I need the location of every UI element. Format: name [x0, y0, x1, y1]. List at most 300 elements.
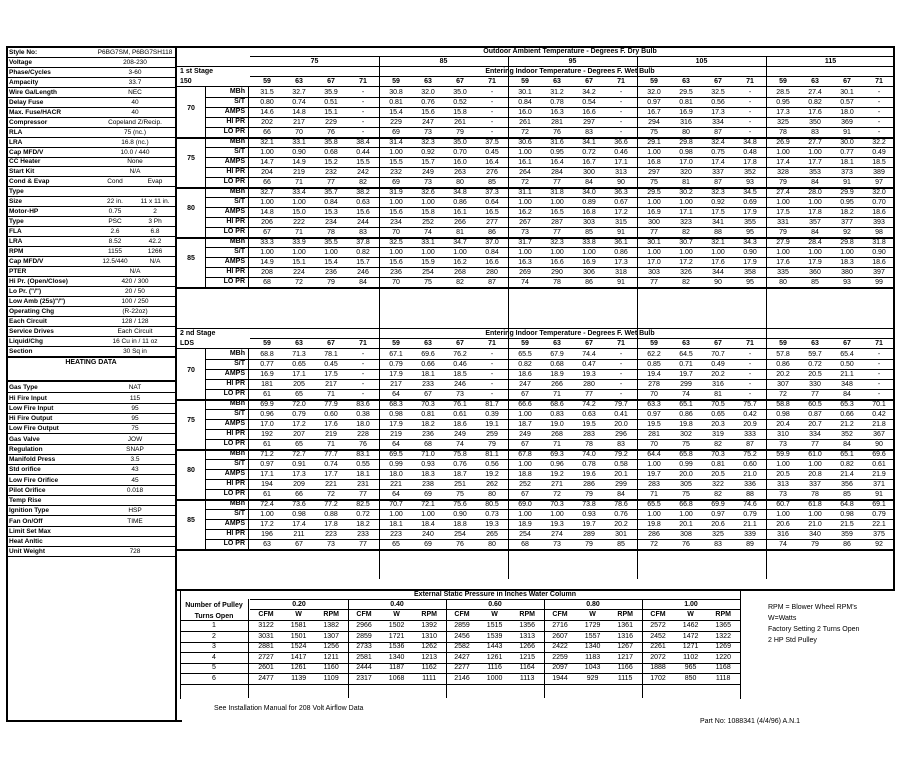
- cell-value: -: [877, 98, 881, 106]
- cell-value: 79: [327, 278, 335, 286]
- cell-value: 29.8: [840, 238, 854, 246]
- cell-value: 18.2: [421, 420, 435, 428]
- cell-value: 0.66: [421, 360, 435, 368]
- cell-value: 68.8: [260, 350, 274, 358]
- cell-value: 84: [843, 440, 851, 448]
- cell-value: 91: [875, 490, 883, 498]
- cell-value: 91: [843, 178, 851, 186]
- label-col-divider-2: [248, 87, 249, 287]
- cell-value: 316: [712, 380, 724, 388]
- cell-value: 223: [390, 530, 402, 538]
- cell-value: 1.00: [776, 510, 790, 518]
- cell-value: 84: [359, 278, 367, 286]
- cell-value: 83: [359, 228, 367, 236]
- cell-value: 19.4: [647, 370, 661, 378]
- airflow-cell: 1382: [323, 622, 339, 629]
- airflow-sub: W: [589, 611, 596, 618]
- cell-value: 259: [486, 430, 498, 438]
- cell-value: 0.96: [550, 460, 564, 468]
- spec-key: Delay Fuse: [9, 98, 44, 106]
- cell-value: 223: [325, 530, 337, 538]
- cell-value: 75: [682, 490, 690, 498]
- spec-row: [7, 177, 175, 186]
- heating-key: Regulation: [9, 445, 43, 453]
- cell-value: 30.2: [679, 188, 693, 196]
- cell-value: 0.82: [808, 98, 822, 106]
- cell-value: 33.9: [292, 238, 306, 246]
- heating-row: [7, 527, 175, 536]
- heating-value: 728: [129, 548, 141, 556]
- cell-value: 61: [263, 390, 271, 398]
- cell-value: -: [619, 88, 623, 96]
- cell-value: 27.7: [808, 138, 822, 146]
- cell-value: 28.4: [808, 238, 822, 246]
- cell-value: 95: [746, 278, 754, 286]
- cell-value: 87: [714, 128, 722, 136]
- cell-value: 71.3: [292, 350, 306, 358]
- cell-value: 302: [680, 430, 692, 438]
- spec-value: None: [127, 158, 143, 166]
- cell-value: 0.86: [453, 198, 467, 206]
- cell-value: 269: [519, 268, 531, 276]
- cell-value: 14.8: [260, 208, 274, 216]
- indoor-title: Entering Indoor Temperature - Degrees F. Wet Bulb: [485, 330, 655, 337]
- cell-value: 1.00: [679, 198, 693, 206]
- cell-value: 0.76: [614, 510, 628, 518]
- cell-value: 0.65: [292, 360, 306, 368]
- cell-value: 67: [295, 540, 303, 548]
- cell-value: 75: [650, 178, 658, 186]
- airflow-cell: 2572: [650, 622, 666, 629]
- cell-value: 16.2: [453, 258, 467, 266]
- spec-value: 3-60: [128, 68, 142, 76]
- spec-key: Type: [9, 218, 24, 226]
- cell-value: 85: [488, 178, 496, 186]
- row-label: MBh: [229, 88, 245, 95]
- cell-value: 17.6: [711, 258, 725, 266]
- cell-value: 17.9: [743, 258, 757, 266]
- cell-value: 1.00: [518, 198, 532, 206]
- spec-key: Each Circuit: [9, 317, 47, 325]
- cell-value: 16.9: [647, 208, 661, 216]
- spec-value-evap: 3 Ph: [148, 218, 162, 226]
- cell-value: 335: [777, 268, 789, 276]
- wb-col-label: 67: [327, 340, 335, 347]
- row-label: HI PR: [226, 530, 245, 537]
- cell-value: 262: [486, 480, 498, 488]
- cell-value: 0.70: [872, 198, 886, 206]
- spec-key: Lo Pr. ("/"): [9, 287, 42, 295]
- cell-value: 267: [519, 218, 531, 226]
- cell-value: 63.3: [647, 400, 661, 408]
- cell-value: 70: [650, 440, 658, 448]
- airflow-cell: 1539: [486, 632, 503, 640]
- cell-value: 209: [293, 480, 305, 488]
- spec-value: 16.8 (nc.): [121, 138, 149, 146]
- cell-value: 17.6: [324, 420, 338, 428]
- cell-value: 1.00: [647, 148, 661, 156]
- cell-value: 281: [551, 118, 563, 126]
- cell-value: -: [490, 118, 494, 126]
- cell-value: 0.38: [356, 410, 370, 418]
- airflow-cell: 2581: [356, 653, 372, 661]
- cell-value: 72: [779, 390, 787, 398]
- cell-value: 0.90: [872, 248, 886, 256]
- cell-value: 1.00: [518, 510, 532, 518]
- cell-value: 17.7: [324, 470, 338, 478]
- cell-value: 37.5: [485, 138, 499, 146]
- cell-value: 82: [682, 278, 690, 286]
- cell-value: 284: [551, 168, 563, 176]
- cell-value: 0.55: [356, 460, 370, 468]
- cell-value: 307: [777, 380, 789, 388]
- cell-value: 69: [424, 490, 432, 498]
- airflow-cell: 1261: [290, 664, 307, 671]
- spec-value: P6BG7SM, P6BG7SH118: [97, 49, 173, 56]
- outdoor-temp: 85: [439, 58, 448, 65]
- cell-value: 73: [327, 540, 335, 548]
- airflow-cell: 1220: [715, 653, 731, 661]
- cell-value: 30.1: [518, 88, 532, 96]
- cell-value: -: [877, 88, 881, 96]
- row-label: AMPS: [224, 108, 245, 115]
- cell-value: -: [361, 88, 365, 96]
- cell-value: 0.74: [324, 460, 338, 468]
- spec-row: [7, 167, 175, 176]
- airflow-cell: 965: [684, 664, 697, 671]
- cell-value: 32.1: [711, 238, 725, 246]
- cell-value: 17.5: [711, 208, 725, 216]
- cell-value: 373: [841, 168, 853, 176]
- row-label: S/T: [234, 148, 245, 155]
- airflow-cell: 2261: [650, 643, 666, 650]
- cell-value: 29.1: [647, 138, 661, 146]
- cell-value: 350: [809, 118, 821, 126]
- cell-value: 84: [617, 490, 625, 498]
- cell-value: 19.7: [679, 370, 693, 378]
- cell-value: 72.0: [292, 400, 306, 408]
- cell-value: 19.8: [679, 420, 693, 428]
- cell-value: 389: [873, 168, 885, 176]
- esp-value: 0.60: [488, 601, 502, 608]
- indoor-db-temp: 85: [187, 517, 195, 524]
- cell-value: 81.1: [485, 450, 499, 458]
- heating-key: Fan On/Off: [9, 517, 43, 525]
- cell-value: 71: [327, 440, 335, 448]
- cell-value: 16.9: [260, 370, 274, 378]
- cell-value: 16.8: [582, 208, 596, 216]
- spec-value-evap: 42.2: [148, 238, 162, 246]
- cell-value: 16.1: [453, 208, 467, 216]
- airflow-cell: 2146: [454, 674, 470, 682]
- airflow-cell: 1068: [388, 674, 405, 682]
- airflow-sub: CFM: [258, 611, 274, 618]
- esp-value: 0.80: [586, 601, 600, 608]
- cell-value: 65.3: [840, 400, 854, 408]
- cell-value: 19.7: [582, 520, 596, 528]
- cell-value: 29.5: [679, 88, 693, 96]
- cell-value: 71.2: [260, 450, 274, 458]
- spec-value-cond: 22 in.: [107, 198, 123, 206]
- cell-value: 0.49: [872, 148, 886, 156]
- cell-value: 74.6: [743, 500, 757, 508]
- cell-value: 15.6: [389, 208, 403, 216]
- cell-value: 72.4: [260, 500, 274, 508]
- cell-value: 0.81: [389, 98, 403, 106]
- cell-value: 78: [585, 440, 593, 448]
- cell-value: 0.46: [453, 360, 467, 368]
- spec-key: RPM: [9, 248, 24, 255]
- wb-col-label: 71: [488, 78, 496, 85]
- airflow-cell: 2477: [258, 674, 274, 682]
- cell-value: 301: [615, 530, 627, 538]
- cell-value: 74: [424, 228, 432, 236]
- cell-value: 233: [422, 380, 434, 388]
- cell-value: 18.9: [550, 370, 564, 378]
- airflow-cell: 1356: [519, 622, 535, 629]
- cell-value: 32.3: [421, 138, 435, 146]
- cell-value: 72: [650, 540, 658, 548]
- airflow-cell: 2317: [356, 674, 372, 682]
- cell-value: -: [490, 108, 494, 116]
- airflow-cell: 1721: [388, 632, 405, 640]
- cell-value: -: [877, 118, 881, 126]
- cell-value: 228: [357, 430, 369, 438]
- spec-value: 40: [131, 98, 139, 106]
- cell-value: 20.7: [808, 420, 822, 428]
- cell-value: 72: [521, 178, 529, 186]
- row-label: AMPS: [224, 258, 245, 265]
- wb-col-label: 71: [875, 340, 883, 347]
- cell-value: 81: [682, 178, 690, 186]
- airflow-cell: 1581: [290, 622, 307, 629]
- row-label: S/T: [234, 510, 245, 517]
- heating-value: 0.018: [126, 486, 144, 494]
- indoor-db-temp: 75: [187, 417, 195, 424]
- cell-value: 37.0: [485, 238, 499, 246]
- spec-key: Max. Fuse/HACR: [9, 108, 62, 116]
- cell-value: 69: [424, 540, 432, 548]
- cell-value: 0.42: [743, 410, 757, 418]
- cell-value: 0.60: [743, 460, 757, 468]
- cell-value: 0.79: [389, 360, 403, 368]
- cell-value: 1.00: [260, 510, 274, 518]
- airflow-sub: RPM: [421, 611, 437, 618]
- cell-value: 0.42: [872, 410, 886, 418]
- cell-value: 70: [295, 128, 303, 136]
- cell-value: 377: [841, 218, 853, 226]
- cell-value: 74: [779, 540, 787, 548]
- cell-value: -: [490, 390, 494, 398]
- spec-row: [7, 227, 175, 236]
- cell-value: 221: [390, 480, 402, 488]
- cell-value: 20.5: [776, 470, 790, 478]
- wb-col-label: 63: [682, 340, 690, 347]
- spec-row: [7, 317, 175, 326]
- cell-value: 313: [615, 168, 627, 176]
- cell-value: -: [361, 380, 365, 388]
- cell-value: 18.4: [421, 520, 435, 528]
- row-label: S/T: [234, 360, 245, 367]
- cell-value: 0.69: [743, 198, 757, 206]
- airflow-cell: 2097: [552, 664, 568, 671]
- heating-key: Low Fire Input: [9, 404, 54, 412]
- row-label: LO PR: [223, 178, 245, 185]
- cell-value: 249: [519, 430, 531, 438]
- cell-value: 18.6: [518, 370, 532, 378]
- cell-value: -: [361, 350, 365, 358]
- cell-value: 0.98: [776, 410, 790, 418]
- spec-key: CC Heater: [9, 158, 41, 166]
- cell-value: 1.00: [776, 148, 790, 156]
- cell-value: 0.73: [485, 510, 499, 518]
- cell-value: 20.2: [614, 520, 628, 528]
- cell-value: 251: [454, 480, 466, 488]
- airflow-cell: 1316: [617, 632, 633, 640]
- cell-value: 0.45: [485, 148, 499, 156]
- cell-value: 0.71: [679, 360, 693, 368]
- cell-value: 1.00: [808, 148, 822, 156]
- cell-value: 64.4: [647, 450, 661, 458]
- cell-value: 34.7: [453, 238, 467, 246]
- cell-value: 16.0: [518, 108, 532, 116]
- spec-key: PTER: [9, 267, 27, 275]
- cell-value: 32.7: [260, 188, 274, 196]
- cell-value: 0.84: [324, 198, 338, 206]
- airflow-sub: RPM: [715, 611, 731, 618]
- cell-value: 334: [712, 118, 724, 126]
- row-label: MBh: [229, 350, 245, 357]
- cell-value: -: [748, 390, 752, 398]
- airflow-cell: 1116: [487, 664, 502, 671]
- cell-value: 68.6: [550, 400, 564, 408]
- indoor-db-temp: 70: [187, 367, 195, 374]
- spec-row: [7, 197, 175, 206]
- cell-value: 18.3: [421, 470, 435, 478]
- wb-col-label: 71: [875, 78, 883, 85]
- wb-col-label: 63: [295, 78, 303, 85]
- cell-value: 65.5: [647, 500, 661, 508]
- cell-value: 0.77: [260, 360, 274, 368]
- cell-value: 15.1: [324, 108, 338, 116]
- row-label: S/T: [234, 460, 245, 467]
- cell-value: 69.3: [550, 450, 564, 458]
- cell-value: 70: [650, 390, 658, 398]
- cell-value: 1.00: [550, 248, 564, 256]
- airflow-right-border: [740, 590, 741, 699]
- cell-value: -: [619, 370, 623, 378]
- spec-row: [7, 187, 175, 196]
- cell-value: 69: [392, 178, 400, 186]
- cell-value: 18.2: [356, 520, 370, 528]
- cell-value: 15.6: [356, 208, 370, 216]
- cell-value: 87: [714, 178, 722, 186]
- cell-value: 75.8: [453, 450, 467, 458]
- cell-value: 29.8: [679, 138, 693, 146]
- heating-key: Pilot Orifice: [9, 486, 46, 494]
- cell-value: 360: [809, 268, 821, 276]
- cell-value: 1.00: [518, 148, 532, 156]
- cell-value: 325: [712, 530, 724, 538]
- airflow-cell: 1183: [585, 653, 601, 661]
- cell-value: 322: [712, 480, 724, 488]
- spec-key: Operating Chg: [9, 307, 55, 315]
- cell-value: 32.1: [260, 138, 274, 146]
- cell-value: -: [490, 380, 494, 388]
- cell-value: 355: [744, 218, 756, 226]
- cell-value: 65: [295, 390, 303, 398]
- cell-value: 1.00: [324, 248, 338, 256]
- cell-value: 28.0: [808, 188, 822, 196]
- cell-value: 20.0: [614, 420, 628, 428]
- cell-value: -: [877, 360, 881, 368]
- cell-value: 222: [293, 218, 305, 226]
- heating-value: 75: [131, 425, 139, 433]
- cell-value: 1.00: [518, 460, 532, 468]
- cell-value: 0.81: [421, 410, 435, 418]
- airflow-left1: Number of Pulley: [185, 602, 243, 609]
- cell-value: 306: [583, 268, 595, 276]
- cell-value: 35.9: [324, 88, 338, 96]
- cell-value: 21.5: [840, 520, 854, 528]
- cell-value: 0.87: [808, 410, 822, 418]
- cell-value: 249: [454, 430, 466, 438]
- cell-value: 15.3: [324, 208, 338, 216]
- cell-value: 1.00: [389, 198, 403, 206]
- spec-row: [7, 118, 175, 127]
- cell-value: 17.7: [808, 158, 822, 166]
- cell-value: -: [361, 370, 365, 378]
- cell-value: 36.3: [614, 188, 628, 196]
- cell-value: 1.00: [776, 198, 790, 206]
- cell-value: 69.9: [711, 500, 725, 508]
- cell-value: 32.4: [711, 138, 725, 146]
- cell-value: -: [490, 128, 494, 136]
- cell-value: 18.2: [840, 208, 854, 216]
- wb-col-label: 63: [682, 78, 690, 85]
- cell-value: 83.6: [356, 400, 370, 408]
- cell-value: 353: [809, 168, 821, 176]
- cell-value: 18.8: [453, 520, 467, 528]
- cell-value: 0.92: [711, 198, 725, 206]
- spec-row: [7, 157, 175, 166]
- heating-row: [7, 414, 175, 423]
- airflow-cell: 1557: [584, 632, 601, 640]
- row-label: MBh: [229, 138, 245, 145]
- cell-value: 194: [261, 480, 273, 488]
- cell-value: 74.0: [582, 450, 596, 458]
- heating-key: Heat Anltic: [9, 538, 43, 546]
- cell-value: 0.83: [550, 410, 564, 418]
- cell-value: 77.2: [324, 500, 338, 508]
- cell-value: 77: [359, 540, 367, 548]
- cell-value: -: [619, 390, 623, 398]
- heating-row: [7, 394, 175, 403]
- airflow-cell: 1111: [422, 674, 437, 682]
- airflow-cell: 2072: [650, 653, 666, 661]
- cell-value: 0.67: [614, 198, 628, 206]
- cell-value: 75: [424, 278, 432, 286]
- cell-value: 31.6: [550, 138, 564, 146]
- cell-value: 303: [583, 218, 595, 226]
- heating-row: [7, 424, 175, 433]
- cell-value: 15.6: [421, 108, 435, 116]
- cell-value: 66.6: [518, 400, 532, 408]
- cell-value: 16.6: [550, 258, 564, 266]
- spec-row: [7, 257, 175, 266]
- cell-value: 67.8: [518, 450, 532, 458]
- cell-value: 75: [682, 440, 690, 448]
